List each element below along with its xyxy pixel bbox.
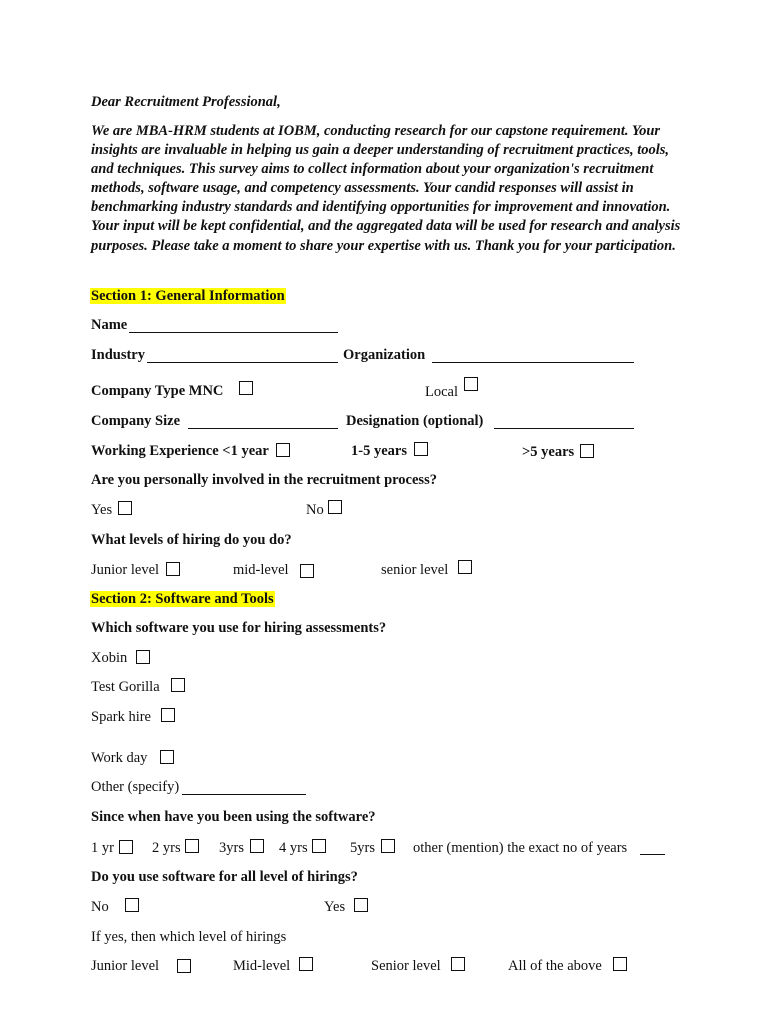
all-levels-yes-label: Yes: [324, 899, 346, 915]
company-size-label: Company Size: [91, 413, 181, 429]
designation-label: Designation (optional): [346, 413, 484, 429]
y1-checkbox[interactable]: [119, 840, 133, 854]
q-all-levels: Do you use software for all level of hirings?: [91, 869, 358, 885]
section2-title: [90, 590, 275, 608]
involved-no-label: No: [306, 502, 324, 518]
local-label: Local: [425, 384, 459, 400]
all-levels-yes-checkbox[interactable]: [354, 898, 368, 912]
involved-yes-checkbox[interactable]: [118, 501, 132, 515]
xobin-checkbox[interactable]: [136, 650, 150, 664]
greeting: Dear Recruitment Professional,: [91, 94, 281, 110]
mid-label: mid-level: [233, 562, 289, 578]
sw-all-label: All of the above: [508, 958, 602, 974]
designation-field[interactable]: [494, 428, 634, 429]
sparkhire-label: Spark hire: [91, 709, 151, 725]
senior-checkbox[interactable]: [458, 560, 472, 574]
q-software: Which software you use for hiring assessments?: [91, 620, 387, 636]
section1-title: [90, 287, 286, 305]
junior-checkbox[interactable]: [166, 562, 180, 576]
experience-label: Working Experience <1 year: [91, 443, 269, 459]
industry-label: Industry: [91, 347, 145, 363]
sw-mid-checkbox[interactable]: [299, 957, 313, 971]
y3-label: 3yrs: [219, 840, 244, 856]
y3-checkbox[interactable]: [250, 839, 264, 853]
name-label: Name: [91, 317, 128, 333]
exp-5-plus-label: >5 years: [522, 444, 575, 460]
involved-no-checkbox[interactable]: [328, 500, 342, 514]
all-levels-no-checkbox[interactable]: [125, 898, 139, 912]
workday-checkbox[interactable]: [160, 750, 174, 764]
other-years-label: other (mention) the exact no of years: [413, 840, 628, 856]
all-levels-no-label: No: [91, 899, 109, 915]
sw-senior-label: Senior level: [371, 958, 441, 974]
exp-less-1-checkbox[interactable]: [276, 443, 290, 457]
y2-checkbox[interactable]: [185, 839, 199, 853]
involved-yes-label: Yes: [91, 502, 113, 518]
workday-label: Work day: [91, 750, 148, 766]
xobin-label: Xobin: [91, 650, 128, 666]
y4-checkbox[interactable]: [312, 839, 326, 853]
if-yes-label: If yes, then which level of hirings: [91, 929, 287, 945]
section1-title-text: Section 1: General Information: [91, 288, 285, 304]
name-field[interactable]: [129, 332, 338, 333]
exp-1-5-label: 1-5 years: [351, 443, 407, 459]
organization-field[interactable]: [432, 362, 634, 363]
sw-all-checkbox[interactable]: [613, 957, 627, 971]
company-type-label: Company Type MNC: [91, 383, 224, 399]
sw-junior-label: Junior level: [91, 958, 160, 974]
y5-label: 5yrs: [350, 840, 375, 856]
intro-paragraph: We are MBA-HRM students at IOBM, conducting research for our capstone requirement. Your insights are invaluable in helping us gain a deeper understanding of recruitment practices, tools, and techniques. This survey aims to collect information about your organization's recruitment methods, software usage, and competency assessments. Your candid responses will assist in benchmarking industry standards and identifying opportunities for improvement and innovation. Your input will be kept confidential, and the aggregated data will be used for research and analysis purposes. Please take a moment to share your expertise with us. Thank you for your participation.: [91, 123, 681, 254]
exp-1-5-checkbox[interactable]: [414, 442, 428, 456]
other-field[interactable]: [182, 794, 306, 795]
sw-senior-checkbox[interactable]: [451, 957, 465, 971]
y5-checkbox[interactable]: [381, 839, 395, 853]
sw-mid-label: Mid-level: [233, 958, 291, 974]
testgorilla-label: Test Gorilla: [91, 679, 160, 695]
y1-label: 1 yr: [91, 840, 114, 856]
q-involved: Are you personally involved in the recruitment process?: [91, 472, 437, 488]
q-levels: What levels of hiring do you do?: [91, 532, 292, 548]
other-label: Other (specify): [91, 779, 180, 795]
mid-checkbox[interactable]: [300, 564, 314, 578]
organization-label: Organization: [343, 347, 426, 363]
industry-field[interactable]: [147, 362, 338, 363]
q-since: Since when have you been using the software?: [91, 809, 376, 825]
company-size-field[interactable]: [188, 428, 338, 429]
sparkhire-checkbox[interactable]: [161, 708, 175, 722]
y2-label: 2 yrs: [152, 840, 181, 856]
exp-5-plus-checkbox[interactable]: [580, 444, 594, 458]
y4-label: 4 yrs: [279, 840, 308, 856]
mnc-checkbox[interactable]: [239, 381, 253, 395]
testgorilla-checkbox[interactable]: [171, 678, 185, 692]
sw-junior-checkbox[interactable]: [177, 959, 191, 973]
senior-label: senior level: [381, 562, 449, 578]
local-checkbox[interactable]: [464, 377, 478, 391]
section2-title-text: Section 2: Software and Tools: [91, 591, 274, 607]
junior-label: Junior level: [91, 562, 160, 578]
other-years-field[interactable]: [640, 854, 665, 855]
